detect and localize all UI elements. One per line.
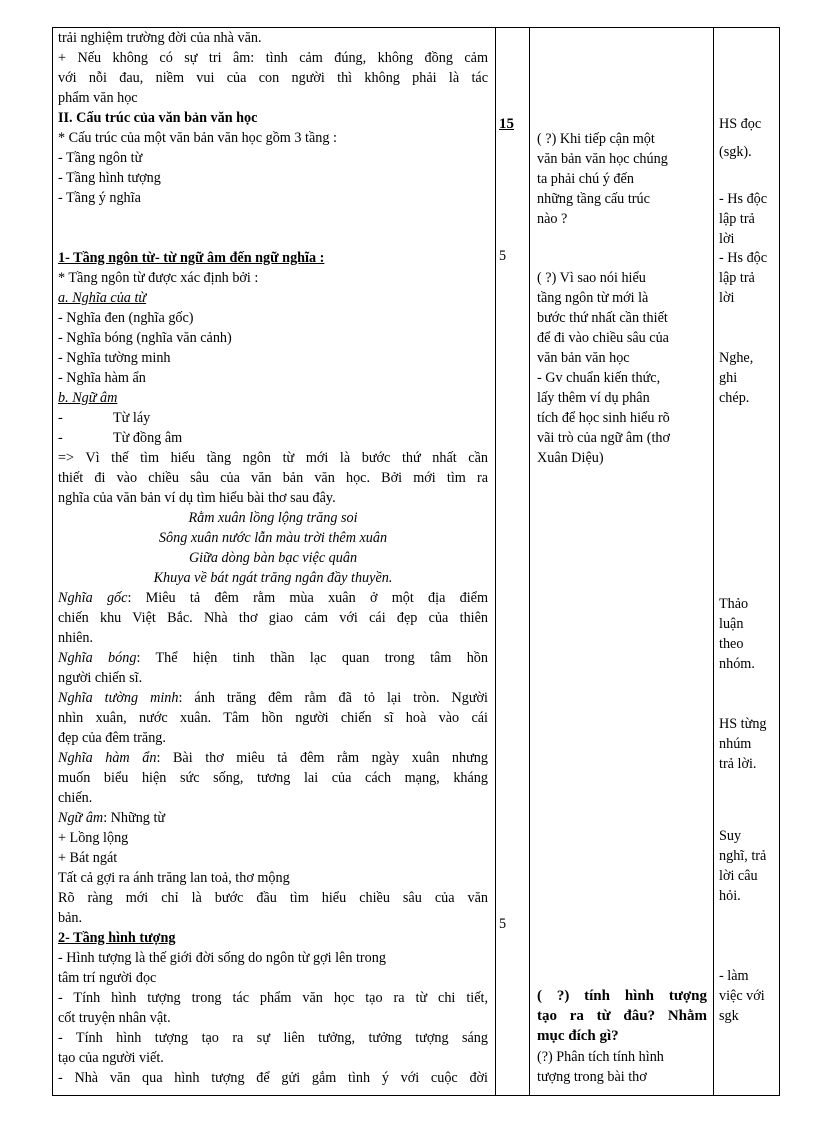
student-line: lời xyxy=(719,290,735,306)
question-line: để đi vào chiều sâu của xyxy=(537,330,669,346)
text-line: - Nghĩa tường minh xyxy=(58,350,171,366)
text-line: Nghĩa hàm ẩn: Bài thơ miêu tả đêm rằm ngày xuân nhưng xyxy=(58,750,488,766)
text-line: tâm trí người đọc xyxy=(58,970,157,986)
student-line: sgk xyxy=(719,1008,739,1024)
question-line: Xuân Diệu) xyxy=(537,450,604,466)
student-line: - Hs độc xyxy=(719,191,768,207)
student-line: (sgk). xyxy=(719,144,752,160)
poem-line: Giữa dòng bàn bạc việc quân xyxy=(188,550,358,566)
text-line: phẩm văn học xyxy=(58,90,138,106)
lesson-table xyxy=(52,27,780,1096)
question-line: vãi trò của ngữ âm (thơ xyxy=(537,430,670,446)
question-line: bước thứ nhất cần thiết xyxy=(537,310,668,326)
question-line: văn bản văn học chúng xyxy=(537,151,668,167)
subsection-heading: 2- Tầng hình tượng xyxy=(58,930,176,946)
text-line: - Nghĩa bóng (nghĩa văn cảnh) xyxy=(58,330,232,346)
question-line: ta phải chú ý đến xyxy=(537,171,634,187)
question-line: tượng trong bài thơ xyxy=(537,1069,647,1085)
text-line: nhìn xuân, nước xuân. Tâm hồn người chiến sĩ hoà vào cái xyxy=(58,710,488,726)
student-line: nghĩ, trả xyxy=(719,848,767,864)
text-line: + Nếu không có sự tri âm: tình cảm đúng, không đồng cảm xyxy=(58,50,488,66)
text-line: muốn biểu hiện sức sống, tương lai của cách mạng, kháng xyxy=(58,770,488,786)
student-line: HS từng xyxy=(719,716,767,732)
student-line: - Hs độc xyxy=(719,250,768,266)
student-line: - làm xyxy=(719,968,749,984)
question-line: tầng ngôn từ mới là xyxy=(537,290,649,306)
student-line: lời xyxy=(719,231,735,247)
question-line: mục đích gì? xyxy=(537,1028,619,1044)
question-line: ( ?) tính hình tượng xyxy=(537,988,707,1004)
question-line: ( ?) Vì sao nói hiểu xyxy=(537,270,646,286)
subsection-heading: 1- Tầng ngôn từ- từ ngữ âm đến ngữ nghĩa : xyxy=(58,250,325,266)
bullet-dash: - xyxy=(58,410,63,426)
poem-line: Rằm xuân lồng lộng trăng soi xyxy=(188,510,358,526)
student-line: Thảo xyxy=(719,596,749,612)
poem-line: Khuya về bát ngát trăng ngân đầy thuyền. xyxy=(153,570,393,586)
text-line: a. Nghĩa của từ xyxy=(58,290,147,306)
text-line: Tất cả gợi ra ánh trăng lan toả, thơ mộng xyxy=(58,870,290,886)
text-line: - Tầng ý nghĩa xyxy=(58,190,141,206)
student-line: lập trả xyxy=(719,270,755,286)
student-line: Suy xyxy=(719,828,742,844)
student-line: trả lời. xyxy=(719,756,757,772)
time-value: 5 xyxy=(499,248,507,264)
text-line: - Nghĩa hàm ẩn xyxy=(58,370,146,386)
section-heading: II. Cấu trúc của văn bản văn học xyxy=(58,110,258,126)
text-line: * Cấu trúc của một văn bản văn học gồm 3 tầng : xyxy=(58,130,337,146)
question-line: nào ? xyxy=(537,211,568,227)
text-line: tạo của người viết. xyxy=(58,1050,164,1066)
text-line: nhiên. xyxy=(58,630,94,646)
text-line: - Tính hình tượng tạo ra sự liên tưởng, tưởng tượng sáng xyxy=(58,1030,488,1046)
bullet-dash: - xyxy=(58,430,63,446)
text-line: => Vì thế tìm hiểu tầng ngôn từ mới là bước thứ nhất cần xyxy=(58,450,488,466)
student-line: ghi xyxy=(719,370,738,386)
text-line: Nghĩa tường minh: ánh trăng đêm rằm đã tỏ lại tròn. Người xyxy=(58,690,489,706)
column-divider xyxy=(495,28,496,1095)
question-line: ( ?) Khi tiếp cận một xyxy=(537,131,655,147)
text-line: * Tầng ngôn từ được xác định bởi : xyxy=(58,270,259,286)
student-line: lời câu xyxy=(719,868,758,884)
text-line: bản. xyxy=(58,910,83,926)
text-line: + Lồng lộng xyxy=(58,830,129,846)
student-line: nhúm xyxy=(719,736,752,752)
question-line: - Gv chuẩn kiến thức, xyxy=(537,370,661,386)
student-line: HS đọc xyxy=(719,116,762,132)
student-line: luận xyxy=(719,616,744,632)
student-line: chép. xyxy=(719,390,750,406)
student-line: hỏi. xyxy=(719,888,741,904)
text-line: Từ láy xyxy=(113,410,151,426)
text-line: Ngữ âm: Những từ xyxy=(58,810,166,826)
time-value: 15 xyxy=(499,116,514,132)
text-line: - Tầng ngôn từ xyxy=(58,150,143,166)
text-line: trải nghiệm trường đời của nhà văn. xyxy=(58,30,262,46)
text-line: - Tính hình tượng trong tác phẩm văn học tạo ra từ chi tiết, xyxy=(58,990,488,1006)
student-line: nhóm. xyxy=(719,656,755,672)
text-line: nghĩa của văn bản ví dụ tìm hiểu bài thơ sau đây. xyxy=(58,490,336,506)
text-line: Rõ ràng mới chỉ là bước đầu tìm hiểu chiều sâu của văn xyxy=(58,890,488,906)
text-line: Nghĩa gốc: Miêu tả đêm rằm mùa xuân ở một địa điểm xyxy=(58,590,489,606)
text-line: cốt truyện nhân vật. xyxy=(58,1010,171,1026)
text-line: đẹp của đêm trăng. xyxy=(58,730,166,746)
student-line: lập trả xyxy=(719,211,755,227)
text-line: - Nghĩa đen (nghĩa gốc) xyxy=(58,310,194,326)
student-line: việc với xyxy=(719,988,765,1004)
question-line: lấy thêm ví dụ phân xyxy=(537,390,650,406)
text-line: Từ đồng âm xyxy=(113,430,183,446)
text-line: Nghĩa bóng: Thể hiện tinh thần lạc quan trong tâm hồn xyxy=(58,650,488,666)
question-line: văn bản văn học xyxy=(537,350,630,366)
text-line: thiết đi vào chiều sâu của văn bản văn học. Bởi mới tìm ra xyxy=(58,470,488,486)
student-line: theo xyxy=(719,636,744,652)
poem-line: Sông xuân nước lẫn màu trời thêm xuân xyxy=(158,530,388,546)
time-value: 5 xyxy=(499,916,507,932)
question-line: (?) Phân tích tính hình xyxy=(537,1049,664,1065)
question-line: tích để học sinh hiểu rõ xyxy=(537,410,670,426)
text-line: - Hình tượng là thế giới đời sống do ngôn từ gợi lên trong xyxy=(58,950,386,966)
text-line: - Tầng hình tượng xyxy=(58,170,161,186)
text-line: chiến khu Việt Bắc. Nhà thơ giao cảm với cái đẹp của thiên xyxy=(58,610,488,626)
question-line: tạo ra từ đâu? Nhằm xyxy=(537,1008,707,1024)
text-line: + Bát ngát xyxy=(58,850,118,866)
text-line: - Nhà văn qua hình tượng để gửi gắm tình ý với cuộc đời xyxy=(58,1070,488,1086)
text-line: với nỗi đau, niềm vui của con người thì không phải là tác xyxy=(58,70,488,86)
student-line: Nghe, xyxy=(719,350,754,366)
text-line: chiến. xyxy=(58,790,93,806)
text-line: người chiến sĩ. xyxy=(58,670,143,686)
question-line: những tầng cấu trúc xyxy=(537,191,650,207)
text-line: b. Ngữ âm xyxy=(58,390,118,406)
column-divider xyxy=(713,28,714,1095)
column-divider xyxy=(529,28,530,1095)
